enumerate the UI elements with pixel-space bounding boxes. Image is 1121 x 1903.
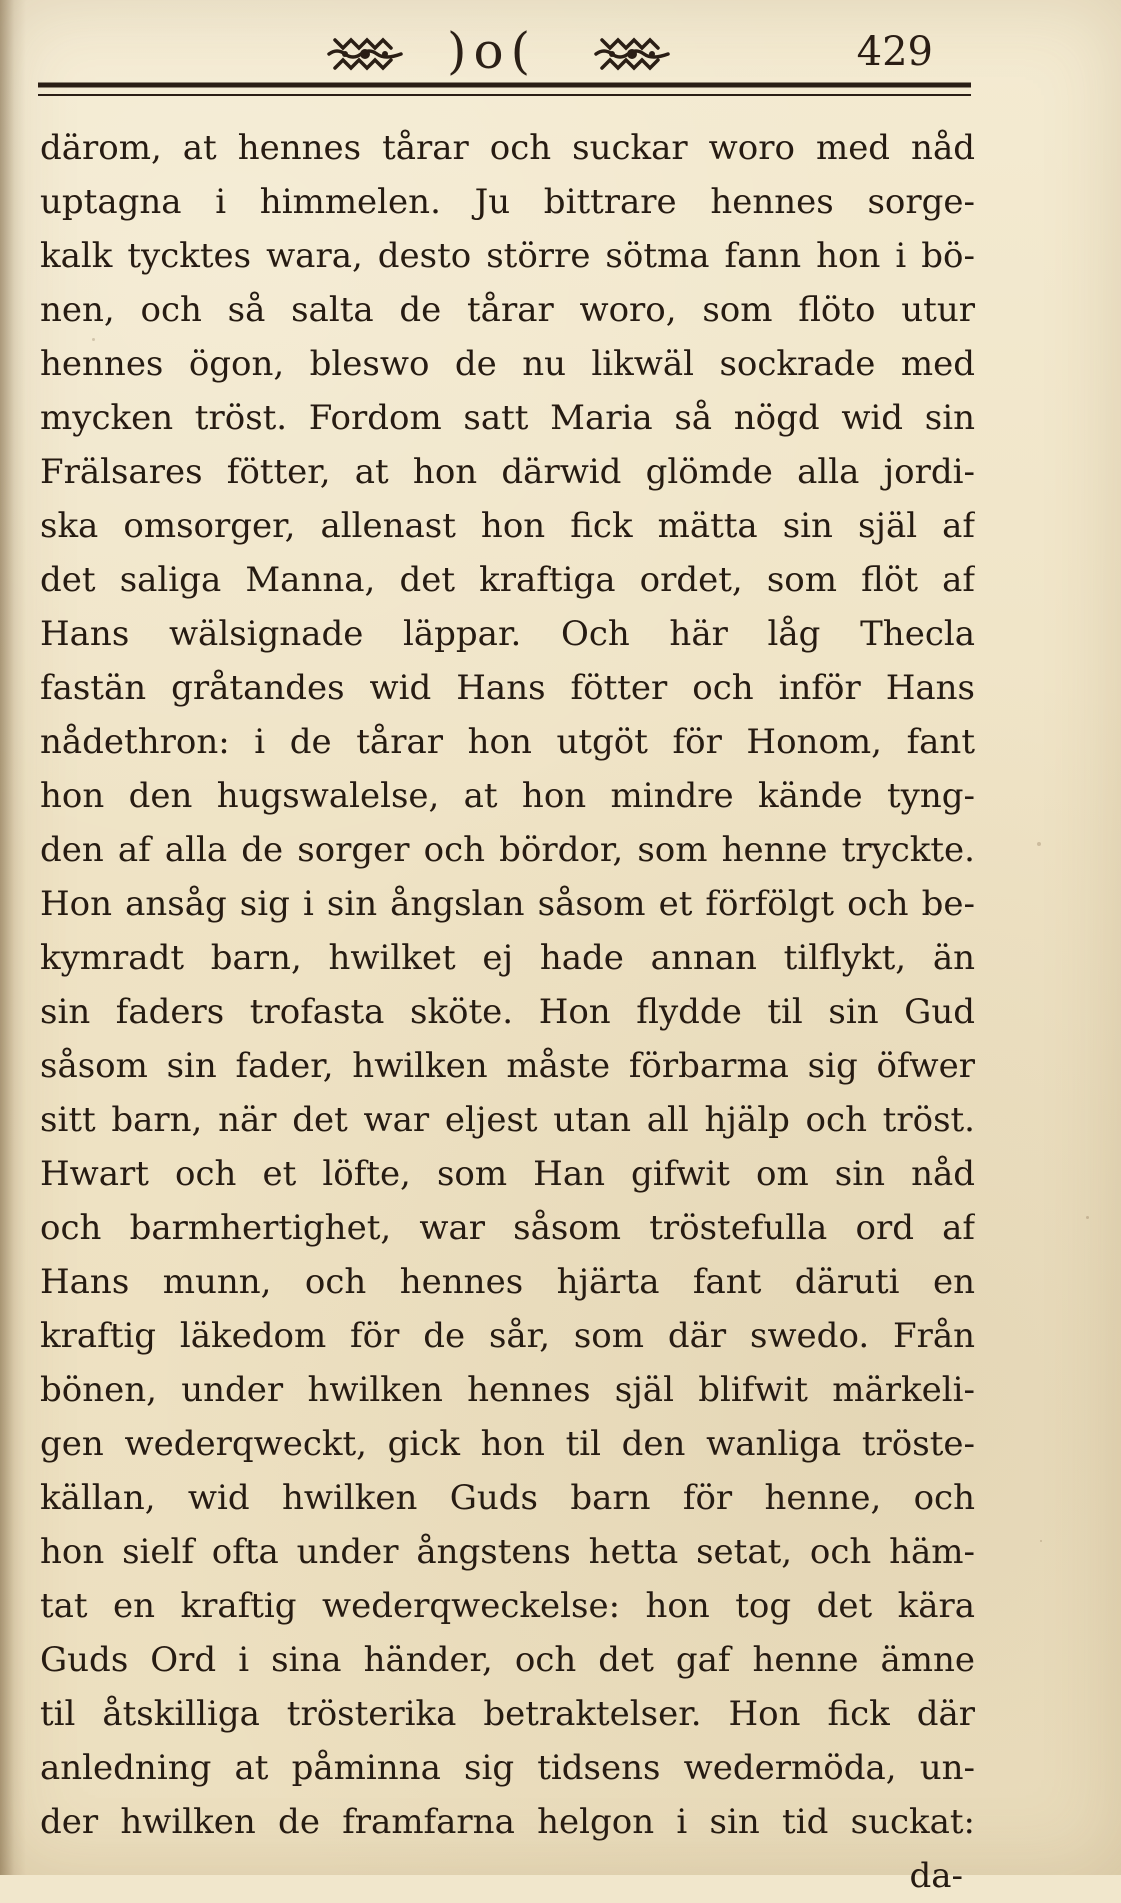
ornament-icon	[592, 30, 672, 76]
paper-speck	[1037, 842, 1041, 846]
text-line: därom, at hennes tårar och suckar woro med nåd	[40, 128, 975, 168]
text-line: kalk tycktes wara, desto större sötma fann hon i bö-	[40, 236, 975, 276]
text-line: mycken tröst. Fordom satt Maria så nögd wid sin	[40, 398, 975, 438]
main-text	[40, 121, 975, 1896]
page-number: 429	[856, 29, 933, 75]
text-line: ska omsorger, allenast hon fick mätta sin själ af	[40, 506, 975, 546]
text-line: det saliga Manna, det kraftiga ordet, som flöt af	[40, 560, 975, 600]
text-line: sin faders trofasta sköte. Hon flydde til sin Gud	[40, 992, 975, 1032]
text-line: Hwart och et löfte, som Han gifwit om sin nåd	[40, 1154, 975, 1194]
text-line: fastän gråtandes wid Hans fötter och inför Hans	[40, 668, 975, 708]
text-line: kymradt barn, hwilket ej hade annan tilflykt, än	[40, 938, 975, 978]
text-line: tat en kraftig wederqweckelse: hon tog det kära	[40, 1586, 975, 1626]
ornament-icon	[325, 30, 405, 76]
text-line: Guds Ord i sina händer, och det gaf henne ämne	[40, 1640, 975, 1680]
header-rule	[38, 76, 971, 104]
text-line: Frälsares fötter, at hon därwid glömde alla jordi-	[40, 452, 975, 492]
text-line: Hans wälsignade läppar. Och här låg Thecla	[40, 614, 975, 654]
text-line: och barmhertighet, war såsom tröstefulla ord af	[40, 1208, 975, 1248]
text-line: såsom sin fader, hwilken måste förbarma sig öfwer	[40, 1046, 975, 1086]
text-line: hon sielf ofta under ångstens hetta setat, och häm-	[40, 1532, 975, 1572]
paper-speck	[1086, 1216, 1089, 1219]
text-line: den af alla de sorger och bördor, som henne tryckte.	[40, 830, 975, 870]
text-line: uptagna i himmelen. Ju bittrare hennes sorge-	[40, 182, 975, 222]
text-line: Hans munn, och hennes hjärta fant däruti en	[40, 1262, 975, 1302]
text-line: kraftig läkedom för de sår, som där swedo. Från	[40, 1316, 975, 1356]
text-line: bönen, under hwilken hennes själ blifwit märkeli-	[40, 1370, 975, 1410]
text-line: til åtskilliga trösterika betraktelser. Hon fick där	[40, 1694, 975, 1734]
text-line: anledning at påminna sig tidsens wedermöda, un-	[40, 1748, 975, 1788]
text-line: sitt barn, när det war eljest utan all hjälp och tröst.	[40, 1100, 975, 1140]
paper-speck	[1040, 1540, 1042, 1542]
binding-shadow	[0, 0, 26, 1875]
text-line: källan, wid hwilken Guds barn för henne, och	[40, 1478, 975, 1518]
text-line: hon den hugswalelse, at hon mindre kände tyng-	[40, 776, 975, 816]
text-line: Hon ansåg sig i sin ångslan såsom et förfölgt och be-	[40, 884, 975, 924]
text-line: nådethron: i de tårar hon utgöt för Honom, fant	[40, 722, 975, 762]
text-line: gen wederqweckt, gick hon til den wanliga tröste-	[40, 1424, 975, 1464]
catchword: da-	[909, 1856, 963, 1896]
header-center-mark: )o(	[447, 22, 538, 80]
text-line: hennes ögon, bleswo de nu likwäl sockrade med	[40, 344, 975, 384]
text-line: der hwilken de framfarna helgon i sin tid suckat:	[40, 1802, 975, 1842]
text-line: nen, och så salta de tårar woro, som flöto utur	[40, 290, 975, 330]
